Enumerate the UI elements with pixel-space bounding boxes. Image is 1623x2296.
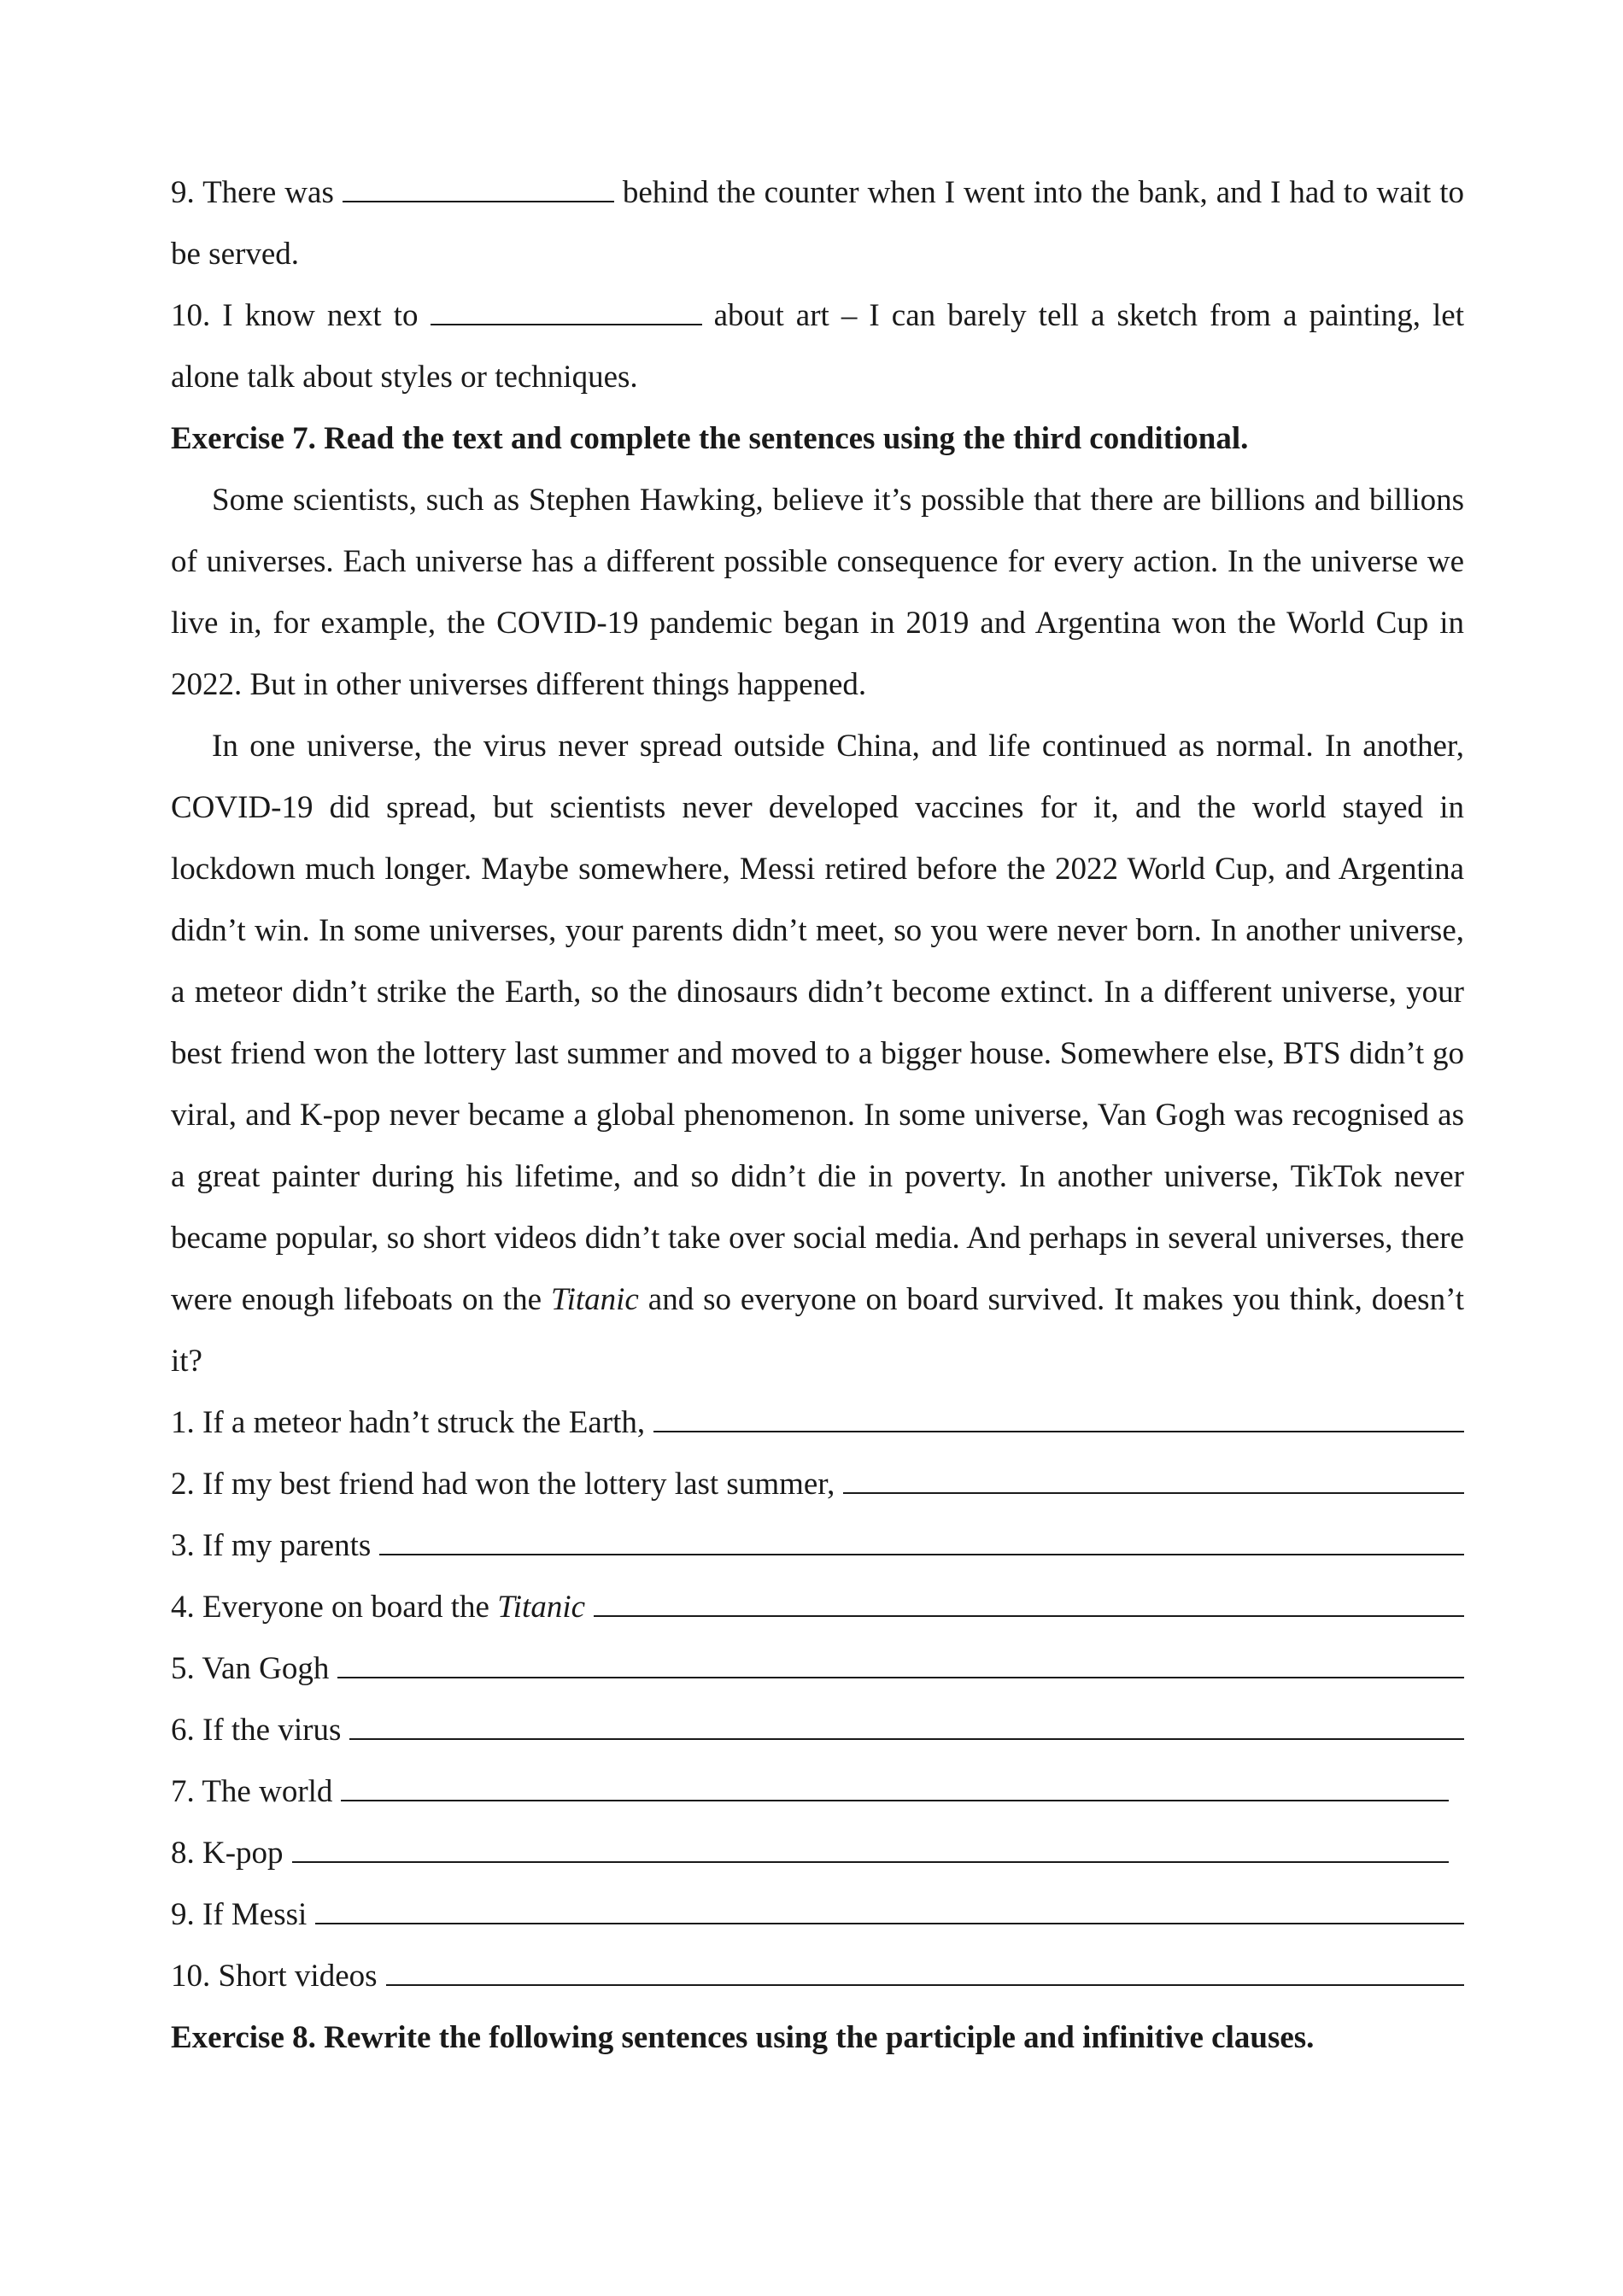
- answer-line[interactable]: [341, 1771, 1449, 1801]
- item-text-before: There was: [202, 175, 334, 210]
- answer-line[interactable]: [315, 1894, 1464, 1924]
- item-text-after: behind the counter when I went into the bank, and I had to wait to be served.: [171, 175, 1465, 272]
- answer-item-7: [171, 1761, 1449, 1823]
- answer-item-5: [171, 1638, 1464, 1700]
- item-text-before: I know next to: [222, 298, 419, 333]
- answer-prompt: 6. If the virus: [171, 1713, 342, 1748]
- answer-item-2: [171, 1454, 1464, 1515]
- answer-blank[interactable]: [431, 295, 702, 325]
- answer-prompt: 4. Everyone on board the: [171, 1590, 489, 1625]
- answer-prompt: 8. K-pop: [171, 1836, 284, 1871]
- answer-line[interactable]: [386, 1955, 1464, 1986]
- answer-item-10: [171, 1946, 1464, 2007]
- answer-prompt: 10. Short videos: [171, 1959, 378, 1994]
- item-number: 9.: [171, 175, 195, 210]
- answer-line[interactable]: [653, 1402, 1464, 1432]
- prev-item-9: [171, 162, 1464, 285]
- paragraph-text: and so everyone on board survived. It makes you think, doesn’t it?: [171, 1282, 1464, 1379]
- answer-prompt: 3. If my parents: [171, 1528, 372, 1563]
- answer-item-8: [171, 1823, 1449, 1884]
- item-text-after: about art – I can barely tell a sketch from a painting, let alone talk about styles or techniques.: [171, 298, 1464, 395]
- prev-item-10: [171, 285, 1464, 408]
- answer-item-1: [171, 1392, 1464, 1454]
- exercise-7-answer-list: [171, 1392, 1464, 2007]
- answer-item-6: [171, 1700, 1464, 1761]
- exercise-8-heading: Exercise 8. Rewrite the following sentences using the participle and infinitive clauses.: [171, 2020, 1315, 2055]
- exercise-7-heading: Exercise 7. Read the text and complete the sentences using the third conditional.: [171, 421, 1249, 456]
- answer-line[interactable]: [594, 1586, 1464, 1617]
- answer-line[interactable]: [337, 1648, 1464, 1678]
- answer-line[interactable]: [292, 1832, 1449, 1863]
- answer-line[interactable]: [379, 1525, 1464, 1555]
- answer-prompt: 9. If Messi: [171, 1897, 308, 1932]
- answer-prompt: 7. The world: [171, 1774, 333, 1809]
- titanic-italic: Titanic: [497, 1590, 586, 1625]
- answer-prompt: 2. If my best friend had won the lottery last summer,: [171, 1467, 835, 1502]
- reading-paragraph-1: Some scientists, such as Stephen Hawking, believe it’s possible that there are billions and billions of universes. Each universe has a different possible consequence for every action. In the universe we live in, for example, the COVID-19 pandemic began in 2019 and Argentina won the World Cup in 2022. But in other universes different things happened.: [171, 483, 1464, 702]
- item-number: 10.: [171, 298, 211, 333]
- answer-item-4: [171, 1577, 1464, 1638]
- answer-item-9: [171, 1884, 1464, 1946]
- paragraph-text: In one universe, the virus never spread outside China, and life continued as normal. In another, COVID-19 did spread, but scientists never developed vaccines for it, and the world stayed in lockdown much longer. Maybe somewhere, Messi retired before the 2022 World Cup, and Argentina didn’t win. In some universes, your parents didn’t meet, so you were never born. In another universe, a meteor didn’t strike the Earth, so the dinosaurs didn’t become extinct. In a different universe, your best friend won the lottery last summer and moved to a bigger house. Somewhere else, BTS didn’t go viral, and K-pop never became a global phenomenon. In some universe, Van Gogh was recognised as a great painter during his lifetime, and so didn’t die in poverty. In another universe, TikTok never became popular, so short videos didn’t take over social media. And perhaps in several universes, there were enough lifeboats on the: [171, 729, 1464, 1317]
- answer-prompt: 5. Van Gogh: [171, 1651, 330, 1686]
- reading-paragraph-2: [171, 716, 1464, 1392]
- answer-line[interactable]: [349, 1709, 1464, 1740]
- worksheet-page: [171, 162, 1464, 2069]
- answer-line[interactable]: [843, 1463, 1464, 1494]
- answer-blank[interactable]: [343, 172, 614, 202]
- titanic-italic: Titanic: [551, 1282, 639, 1317]
- answer-item-3: [171, 1515, 1464, 1577]
- answer-prompt: 1. If a meteor hadn’t struck the Earth,: [171, 1405, 646, 1440]
